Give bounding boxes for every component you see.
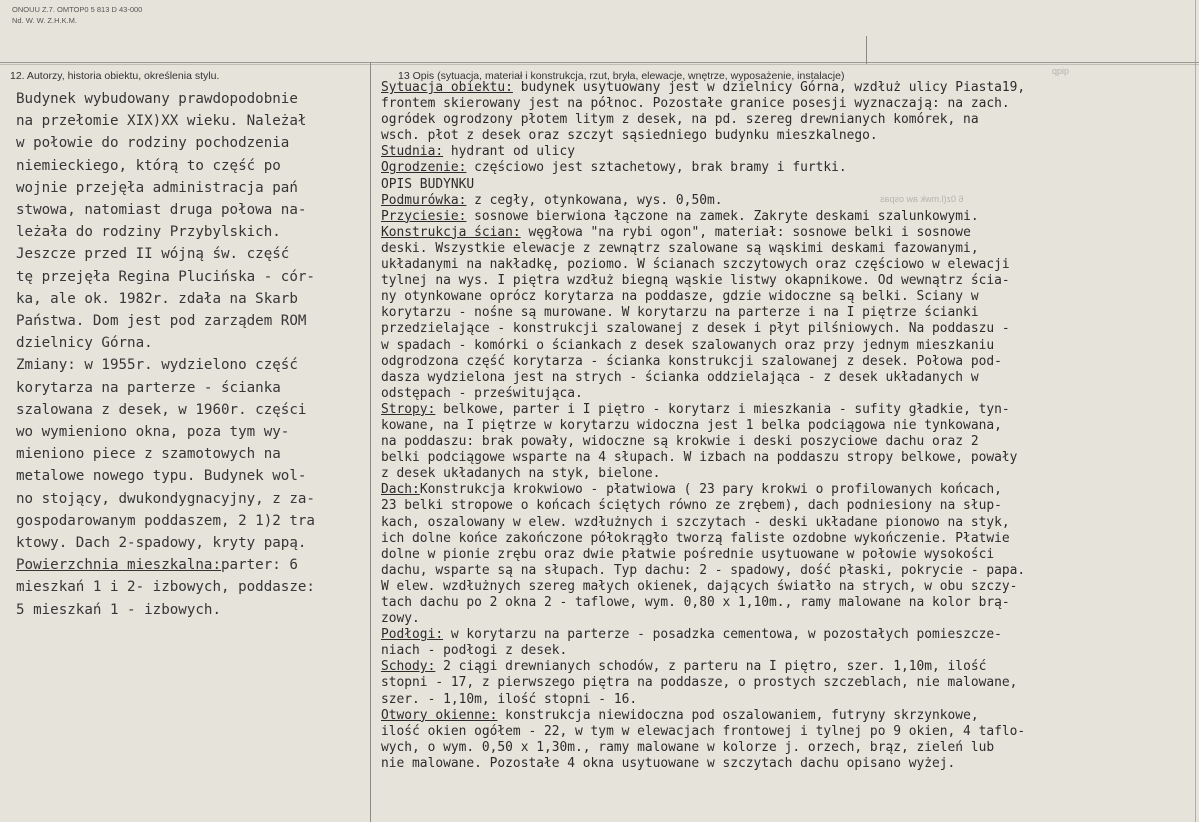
text-line: deski. Wszystkie elewacje z zewnątrz szalowane są wąskimi deskami fazowanymi,: [381, 240, 979, 256]
konstrukcja-line: Konstrukcja ścian: węgłowa "na rybi ogon", materiał: sosnowe belki i sosnowe: [381, 224, 971, 240]
dach-line: Dach:Konstrukcja krokwiowo - płatwiowa ( 23 pary krokwi o profilowanych końcach,: [381, 482, 1002, 498]
text-line: niemieckiego, którą to część po: [16, 157, 281, 174]
text-line: przedzielające - konstrukcji szalowanej z desek i płyt pilśniowych. Na poddaszu -: [381, 321, 1010, 337]
konstrukcja-label: Konstrukcja ścian:: [381, 224, 521, 240]
text-line: zowy.: [381, 611, 420, 627]
text-line: szer. - 1,10m, ilość stopni - 16.: [381, 691, 638, 707]
text-line: kowane, na I piętrze w korytarzu widoczna jest 1 belka podciągowa nie tynkowana,: [381, 417, 1002, 433]
header-divider: [866, 36, 867, 64]
podlogi-line: Podłogi: w korytarzu na parterze - posadzka cementowa, w pozostałych pomieszcze-: [381, 627, 1002, 643]
studnia-line: Studnia: hydrant od ulicy: [381, 144, 576, 160]
schody-line: Schody: 2 ciągi drewnianych schodów, z parteru na I piętro, szer. 1,10m, ilość: [381, 659, 987, 675]
text-line: ilość okien ogółem - 22, w tym w elewacjach frontowej i tylnej po 9 okien, 4 taflo-: [381, 723, 1026, 739]
przyciesie-label: Przyciesie:: [381, 208, 467, 224]
area-line: [16, 554, 368, 576]
text-line: odstępach - prześwitująca.: [381, 385, 583, 401]
studnia-label: Studnia:: [381, 144, 444, 160]
section-12-text: [16, 88, 368, 621]
podmurowka-label: Podmurówka:: [381, 192, 467, 208]
text-line: wych, o wym. 0,50 x 1,30m., ramy malowane w kolorze j. orzech, brąz, zieleń lub: [381, 739, 995, 755]
text-line: tę przejęła Regina Plucińska - cór-: [16, 268, 315, 285]
text-line: układanymi na nakładkę, poziomo. W ścianach szczytowych oraz częściowo w elewacji: [381, 257, 1010, 273]
sytuacja-label: Sytuacja obiektu:: [381, 80, 513, 95]
text-line: niach - podłogi z desek.: [381, 643, 568, 659]
text-line: mieszkań 1 i 2- izbowych, poddasze:: [16, 579, 315, 596]
text-line: z desek układanych na styk, bielone.: [381, 466, 661, 482]
text-line: na poddaszu: brak powały, widoczne są krokwie i deski poszyciowe dachu oraz 2: [381, 434, 979, 450]
column-divider: [370, 62, 371, 822]
stropy-line: Stropy: belkowe, parter i I piętro - korytarz i mieszkania - sufity gładkie, tyn-: [381, 401, 1010, 417]
text-line: no stojący, dwukondygnacyjny, z za-: [16, 490, 315, 507]
text-line: nie malowane. Pozostałe 4 okna usytuowane w szczytach dachu opisano wyżej.: [381, 755, 956, 771]
text-line: tylnej na wys. I piętra wzdłuż biegną wąskie listwy okapnikowe. Od wewnątrz ścia-: [381, 273, 1010, 289]
dach-label: Dach:: [381, 482, 420, 498]
text-line: gospodarowanym poddaszem, 2 1)2 tra: [16, 512, 315, 529]
faint-mark-top: qpip: [1052, 66, 1070, 76]
text-line: stopni - 17, z pierwszego piętra na poddasze, o prostych szczeblach, nie malowane,: [381, 675, 1018, 691]
text-line: W elew. wzdłużnych szereg małych okienek, dających światło na strych, w obu szczy-: [381, 578, 1018, 594]
text-line: 23 belki stropowe o końcach ściętych równo ze zrębem), dach podniesiony na słup-: [381, 498, 1002, 514]
schody-label: Schody:: [381, 659, 436, 675]
przyciesie-line: Przyciesie: sosnowe bierwiona łączone na zamek. Zakryte deskami szalunkowymi.: [381, 208, 979, 224]
text-line: korytarzu - nośne są murowane. W korytarzu na parterze i na I piętrze ścianki: [381, 305, 979, 321]
text-line: Budynek wybudowany prawdopodobnie: [16, 91, 298, 107]
text-line: szalowana z desek, w 1960r. części: [16, 401, 307, 418]
text-line: 5 mieszkań 1 - izbowych.: [16, 601, 221, 618]
podlogi-label: Podłogi:: [381, 627, 444, 643]
section-13-text: [381, 80, 1197, 772]
text-line: metalowe nowego typu. Budynek wol-: [16, 468, 307, 485]
text-line: korytarza na parterze - ścianka: [16, 379, 281, 396]
stropy-label: Stropy:: [381, 401, 436, 417]
text-line: na przełomie XIX)XX wieku. Należał: [16, 113, 307, 130]
text-line: leżała do rodziny Przybylskich.: [16, 224, 281, 241]
text-line: Zmiany: w 1955r. wydzielono część: [16, 357, 298, 374]
otwory-line: Otwory okienne: konstrukcja niewidoczna pod oszalowaniem, futryny skrzynkowe,: [381, 707, 979, 723]
section-12-title: 12. Autorzy, historia obiektu, określenia stylu.: [10, 70, 220, 82]
podmurowka-line: Podmurówka: z cegły, otynkowana, wys. 0,50m.: [381, 192, 723, 208]
text-line: wsch. płot z desek oraz szczyt sąsiedniego budynku mieszkalnego.: [381, 128, 878, 144]
text-line: kach, oszalowany w elew. wzdłużnych i szczytach - deski układane pionowo na styk,: [381, 514, 1010, 530]
section-13-title: 13 Opis (sytuacja, materiał i konstrukcja, rzut, bryła, elewacje, wnętrze, wyposażenie, instalacje): [398, 70, 845, 82]
form-code-print: [12, 4, 142, 26]
top-rule-2: [0, 64, 1199, 65]
text-line: Jeszcze przed II wójną św. część: [16, 246, 290, 263]
text-line: ka, ale ok. 1982r. zdała na Skarb: [16, 290, 298, 307]
text-line: ny otynkowane oprócz korytarza na poddasze, gdzie widoczne są belki. Ściany w: [381, 289, 979, 305]
text-line: mieniono piece z szamotowych na: [16, 446, 281, 463]
text-line: dzielnicy Górna.: [16, 335, 153, 352]
text-line: wo wymieniono okna, poza tym wy-: [16, 424, 290, 441]
text-line: ogródek ogrodzony płotem litym z desek, na pd. szereg drewnianych komórek, na: [381, 112, 979, 128]
text-line: dolne w pionie zrębu oraz dwie płatwie pośrednie usytuowane w połowie wysokości: [381, 546, 995, 562]
text-line: tach dachu po 2 okna 2 - taflowe, wym. 0,80 x 1,10m., ramy malowane na kolor brą-: [381, 595, 1010, 610]
area-rest: parter: 6: [221, 557, 298, 574]
opis-heading: OPIS BUDYNKU: [381, 176, 475, 192]
text-line: belki podciągowe wsparte na 4 słupach. W izbach na poddaszu stropy belkowe, powały: [381, 450, 1018, 466]
text-line: ich dolne końce zakończone półokrągło tworzą faliste ozdobne wykończenie. Płatwie: [381, 530, 1010, 546]
form-code-line-2: Nd. W. W. Z.H.K.M.: [12, 16, 78, 25]
text-line: dachu, wsparte są na słupach. Typ dachu: 2 - spadowy, dość płaski, pokrycie - papa.: [381, 562, 1026, 578]
text-line: w spadach - komórki o ściankach z desek szalowanych oraz przy jednym mieszkaniu: [381, 337, 995, 353]
text-line: odgrodzona część korytarza - ścianka konstrukcji szalowanej z desek. Połowa pod-: [381, 353, 1002, 369]
faint-mark-mid: 6 0z(l.mwk aw ospas: [880, 194, 964, 204]
top-rule: [0, 62, 1199, 63]
text-line: Państwa. Dom jest pod zarządem ROM: [16, 313, 307, 330]
form-code-line-1: ONOUU Z.7. OMTOP0 5 813 D 43-000: [12, 5, 143, 14]
text-line: ktowy. Dach 2-spadowy, kryty papą.: [16, 535, 307, 552]
text-line: w połowie do rodziny pochodzenia: [16, 135, 290, 152]
area-label: Powierzchnia mieszkalna:: [16, 557, 221, 574]
ogrodzenie-label: Ogrodzenie:: [381, 160, 467, 176]
text-line: dasza wydzielona jest na strych - ścianka oddzielająca - z desek układanych w: [381, 369, 979, 385]
text-line: frontem skierowany jest na północ. Pozostałe granice posesji wyznaczają: na zach.: [381, 96, 1010, 112]
sytuacja-line: Sytuacja obiektu: budynek usytuowany jest w dzielnicy Górna, wzdłuż ulicy Piasta19,: [381, 80, 1026, 95]
text-line: stwowa, natomiast druga połowa na-: [16, 202, 307, 219]
ogrodzenie-line: Ogrodzenie: częściowo jest sztachetowy, brak bramy i furtki.: [381, 160, 847, 176]
otwory-label: Otwory okienne:: [381, 707, 498, 723]
text-line: wojnie przejęła administracja pań: [16, 179, 298, 196]
